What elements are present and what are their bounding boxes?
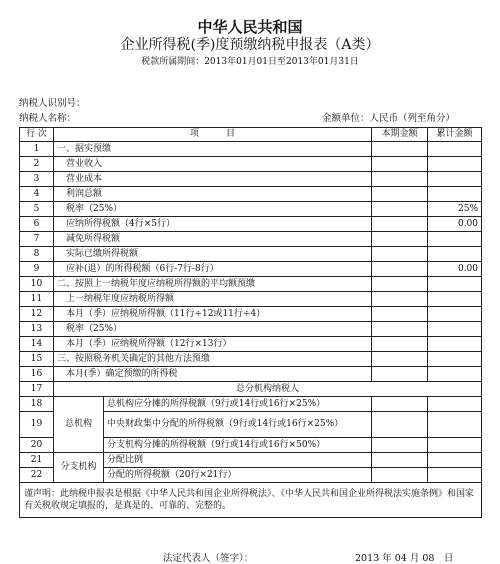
header-item: 项 目 bbox=[54, 128, 372, 142]
table-row bbox=[20, 157, 482, 172]
row-number: 3 bbox=[20, 172, 54, 187]
current-amount-cell bbox=[372, 453, 428, 468]
cumulative-amount-cell bbox=[428, 292, 482, 307]
cumulative-amount-cell bbox=[428, 322, 482, 337]
cumulative-amount-cell bbox=[428, 367, 482, 382]
row-item: 三、按照税务机关确定的其他方法预缴 bbox=[54, 352, 372, 367]
cumulative-amount-cell bbox=[428, 277, 482, 292]
row-item: 分配的所得税额（20行×21行） bbox=[104, 468, 372, 483]
table-row bbox=[20, 247, 482, 262]
row-item: 总机构应分摊的所得税额（9行或14行或16行×25%） bbox=[104, 397, 372, 412]
cumulative-amount-cell bbox=[428, 232, 482, 247]
current-amount-cell bbox=[372, 142, 428, 157]
current-amount-cell bbox=[372, 277, 428, 292]
cumulative-amount-cell bbox=[428, 337, 482, 352]
row-number: 11 bbox=[20, 292, 54, 307]
currency-unit: 金额单位：人民币（列至角分） bbox=[322, 113, 456, 124]
cumulative-amount-cell bbox=[428, 453, 482, 468]
current-amount-cell bbox=[372, 247, 428, 262]
current-amount-cell bbox=[372, 367, 428, 382]
current-amount-cell bbox=[372, 468, 428, 483]
current-amount-cell bbox=[372, 438, 428, 453]
legal-representative-label: 法定代表人（签字）： bbox=[163, 553, 254, 564]
table-row bbox=[20, 232, 482, 247]
row-number: 6 bbox=[20, 217, 54, 232]
table-row bbox=[20, 382, 482, 397]
row-number: 5 bbox=[20, 202, 54, 217]
row-item: 税率（25%） bbox=[54, 322, 372, 337]
table-row bbox=[20, 352, 482, 367]
cumulative-amount-cell bbox=[428, 307, 482, 322]
row-number: 17 bbox=[20, 382, 54, 397]
table-row bbox=[20, 307, 482, 322]
cumulative-amount-cell bbox=[428, 172, 482, 187]
table-row bbox=[20, 322, 482, 337]
signature-date: 2013 年 04 月 08 日 bbox=[355, 553, 454, 564]
row-number: 16 bbox=[20, 367, 54, 382]
tax-period: 税款所属期间：2013年01月01日至2013年01月31日 bbox=[141, 57, 359, 67]
cumulative-amount-cell bbox=[428, 438, 482, 453]
cumulative-amount-cell bbox=[428, 157, 482, 172]
row-number: 21 bbox=[20, 453, 54, 468]
current-amount-cell bbox=[372, 262, 428, 277]
row-item: 税率（25%） bbox=[54, 202, 372, 217]
cumulative-amount-cell bbox=[428, 468, 482, 483]
cumulative-amount-cell: 0.00 bbox=[428, 217, 482, 232]
cumulative-amount-cell bbox=[428, 187, 482, 202]
row-number: 1 bbox=[20, 142, 54, 157]
current-amount-cell bbox=[372, 397, 428, 412]
table-row bbox=[20, 397, 482, 412]
current-amount-cell bbox=[372, 202, 428, 217]
row-item: 实际已缴所得税额 bbox=[54, 247, 372, 262]
current-amount-cell bbox=[372, 307, 428, 322]
row-number: 15 bbox=[20, 352, 54, 367]
row-item: 二、按照上一纳税年度应纳税所得额的平均额预缴 bbox=[54, 277, 372, 292]
cumulative-amount-cell bbox=[428, 397, 482, 412]
row-item: 分支机构分摊的所得税额（9行或14行或16行×50%） bbox=[104, 438, 372, 453]
row-number: 8 bbox=[20, 247, 54, 262]
cumulative-amount-cell bbox=[428, 247, 482, 262]
row-item: 上一纳税年度应纳税所得额 bbox=[54, 292, 372, 307]
cumulative-amount-cell bbox=[428, 412, 482, 438]
taxpayer-name-label: 纳税人名称： bbox=[19, 113, 77, 124]
branch-office-group-label: 分支机构 bbox=[54, 453, 104, 483]
table-row bbox=[20, 217, 482, 232]
row-number: 13 bbox=[20, 322, 54, 337]
row-number: 14 bbox=[20, 337, 54, 352]
row-item: 应纳所得税额（4行×5行） bbox=[54, 217, 372, 232]
table-row bbox=[20, 142, 482, 157]
row-item: 营业收入 bbox=[54, 157, 372, 172]
row-number: 10 bbox=[20, 277, 54, 292]
header-cumulative-amount: 累计金额 bbox=[428, 128, 482, 142]
cumulative-amount-cell bbox=[428, 142, 482, 157]
row-number: 20 bbox=[20, 438, 54, 453]
table-row bbox=[20, 277, 482, 292]
section-heading: 总分机构纳税人 bbox=[54, 382, 482, 397]
row-item: 利润总额 bbox=[54, 187, 372, 202]
form-title: 中华人民共和国 bbox=[197, 18, 303, 36]
form-subtitle: 企业所得税(季)度预缴纳税申报表（A类） bbox=[120, 37, 380, 53]
current-amount-cell bbox=[372, 187, 428, 202]
table-row bbox=[20, 202, 482, 217]
row-number: 9 bbox=[20, 262, 54, 277]
row-item: 本月(季）确定预缴的所得税 bbox=[54, 367, 372, 382]
current-amount-cell bbox=[372, 412, 428, 438]
row-item: 本月（季）应纳税所得额（11行÷12或11行÷4） bbox=[54, 307, 372, 322]
row-number: 2 bbox=[20, 157, 54, 172]
current-amount-cell bbox=[372, 337, 428, 352]
header-row-no: 行 次 bbox=[20, 128, 54, 142]
row-item: 减免所得税额 bbox=[54, 232, 372, 247]
row-number: 7 bbox=[20, 232, 54, 247]
current-amount-cell bbox=[372, 217, 428, 232]
current-amount-cell bbox=[372, 157, 428, 172]
cumulative-amount-cell: 25% bbox=[428, 202, 482, 217]
declaration-table bbox=[19, 127, 482, 518]
table-header-row bbox=[20, 128, 482, 142]
header-current-amount: 本期金额 bbox=[372, 128, 428, 142]
taxpayer-id-label: 纳税人识别号： bbox=[19, 98, 86, 109]
declaration-text: 谨声明：此纳税申报表是根据《中华人民共和国企业所得税法》、《中华人民共和国企业所得税法实施条例》和国家有关税收规定填报的，是真是的、可靠的、完整的。 bbox=[20, 483, 482, 518]
table-row bbox=[20, 367, 482, 382]
cumulative-amount-cell bbox=[428, 352, 482, 367]
table-row bbox=[20, 262, 482, 277]
row-number: 18 bbox=[20, 397, 54, 412]
table-row bbox=[20, 172, 482, 187]
head-office-group-label: 总机构 bbox=[54, 397, 104, 453]
table-row bbox=[20, 292, 482, 307]
row-number: 12 bbox=[20, 307, 54, 322]
table-row bbox=[20, 337, 482, 352]
current-amount-cell bbox=[372, 172, 428, 187]
current-amount-cell bbox=[372, 352, 428, 367]
table-row bbox=[20, 453, 482, 468]
current-amount-cell bbox=[372, 232, 428, 247]
row-item: 一、据实预缴 bbox=[54, 142, 372, 157]
row-number: 4 bbox=[20, 187, 54, 202]
row-item: 应补(退）的所得税额（6行-7行-8行） bbox=[54, 262, 372, 277]
declaration-row bbox=[20, 483, 482, 518]
row-number: 19 bbox=[20, 412, 54, 438]
current-amount-cell bbox=[372, 322, 428, 337]
cumulative-amount-cell: 0.00 bbox=[428, 262, 482, 277]
row-item: 分配比例 bbox=[104, 453, 372, 468]
row-number: 22 bbox=[20, 468, 54, 483]
row-item: 本月（季）应纳税所得额（12行×13行） bbox=[54, 337, 372, 352]
row-item: 中央财政集中分配的所得税额（9行或14行或16行×25%） bbox=[104, 412, 372, 438]
current-amount-cell bbox=[372, 292, 428, 307]
row-item: 营业成本 bbox=[54, 172, 372, 187]
table-row bbox=[20, 187, 482, 202]
